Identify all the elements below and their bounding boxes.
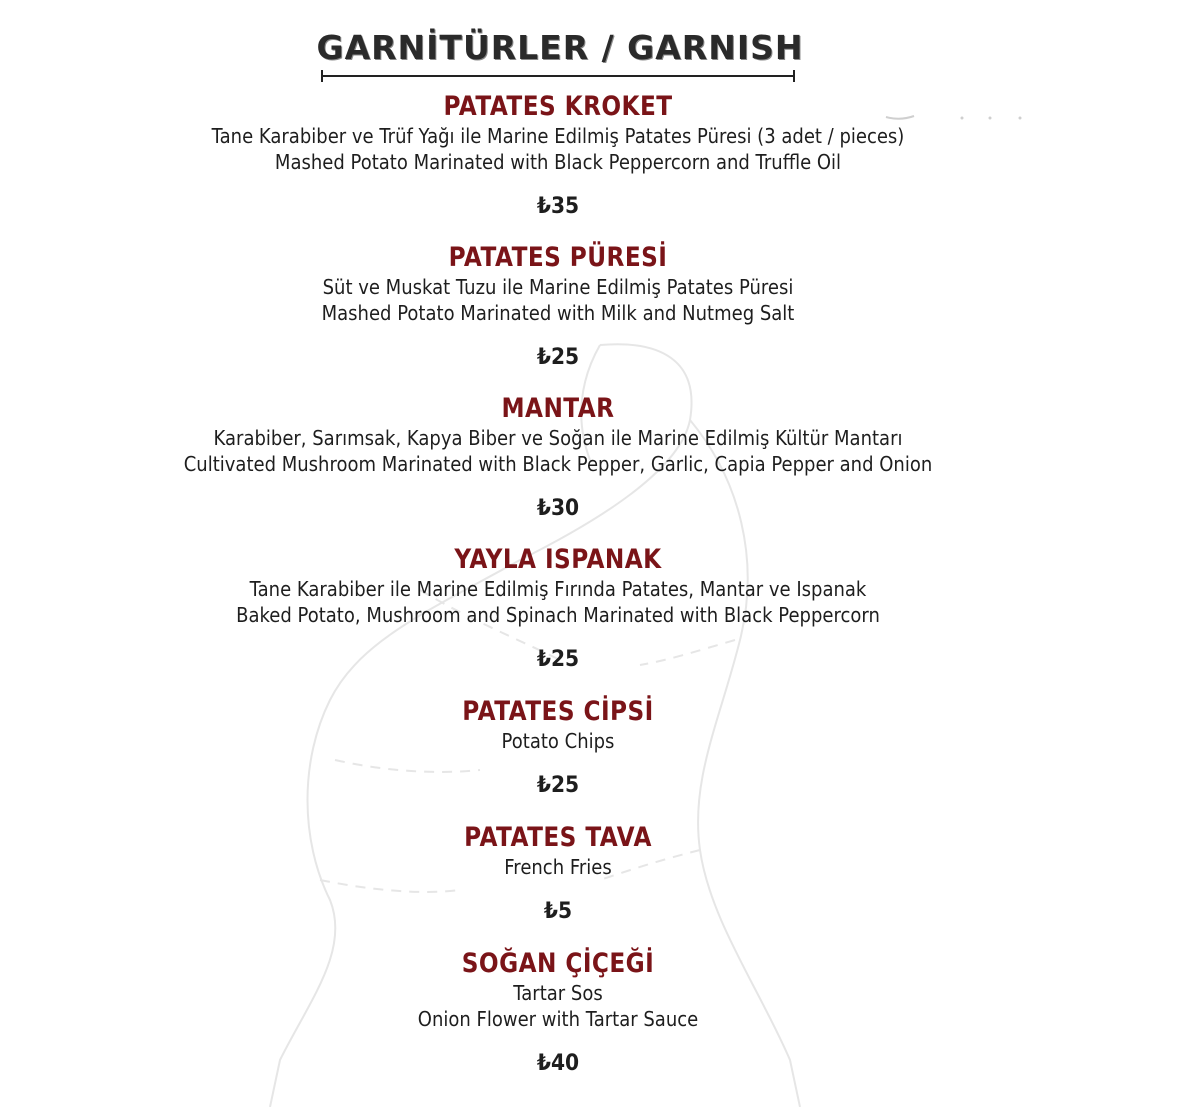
menu-item xyxy=(0,544,1116,674)
item-price: ₺30 xyxy=(536,496,580,521)
item-name: PATATES PÜRESİ xyxy=(448,242,668,273)
item-price: ₺40 xyxy=(536,1051,580,1076)
item-name: MANTAR xyxy=(501,393,615,424)
item-description-en: Baked Potato, Mushroom and Spinach Marinated with Black Peppercorn xyxy=(236,603,880,627)
menu-item xyxy=(0,948,1116,1078)
item-description-en: Mashed Potato Marinated with Black Peppercorn and Truffle Oil xyxy=(274,150,842,174)
item-name: YAYLA ISPANAK xyxy=(454,544,662,575)
item-price: ₺25 xyxy=(536,647,580,672)
item-description-tr: Karabiber, Sarımsak, Kapya Biber ve Soğan ile Marine Edilmiş Kültür Mantarı xyxy=(213,426,903,450)
item-description-tr: Süt ve Muskat Tuzu ile Marine Edilmiş Patates Püresi xyxy=(322,275,794,299)
menu-item xyxy=(0,696,1116,800)
menu-item xyxy=(0,822,1116,926)
page-title: GARNİTÜRLER / GARNISH xyxy=(316,28,804,67)
menu-item xyxy=(0,393,1116,523)
item-price: ₺5 xyxy=(543,899,573,924)
item-description-en: Mashed Potato Marinated with Milk and Nutmeg Salt xyxy=(321,301,795,325)
item-price: ₺35 xyxy=(536,194,580,219)
item-name: SOĞAN ÇİÇEĞİ xyxy=(461,948,655,979)
item-description-tr: Tane Karabiber ile Marine Edilmiş Fırında Patates, Mantar ve Ispanak xyxy=(249,577,867,601)
menu-item xyxy=(0,91,1116,221)
item-description-en: Potato Chips xyxy=(501,729,615,753)
item-price: ₺25 xyxy=(536,345,580,370)
item-description-tr: Tane Karabiber ve Trüf Yağı ile Marine Edilmiş Patates Püresi (3 adet / pieces) xyxy=(211,124,905,148)
item-name: PATATES TAVA xyxy=(464,822,652,853)
item-description-tr: Tartar Sos xyxy=(513,981,603,1005)
menu-item xyxy=(0,242,1116,372)
item-description-en: Cultivated Mushroom Marinated with Black Pepper, Garlic, Capia Pepper and Onion xyxy=(183,452,933,476)
item-price: ₺25 xyxy=(536,773,580,798)
item-name: PATATES CİPSİ xyxy=(462,696,654,727)
item-description-en: French Fries xyxy=(504,855,612,879)
item-name: PATATES KROKET xyxy=(443,91,673,122)
item-description-en: Onion Flower with Tartar Sauce xyxy=(417,1007,699,1031)
